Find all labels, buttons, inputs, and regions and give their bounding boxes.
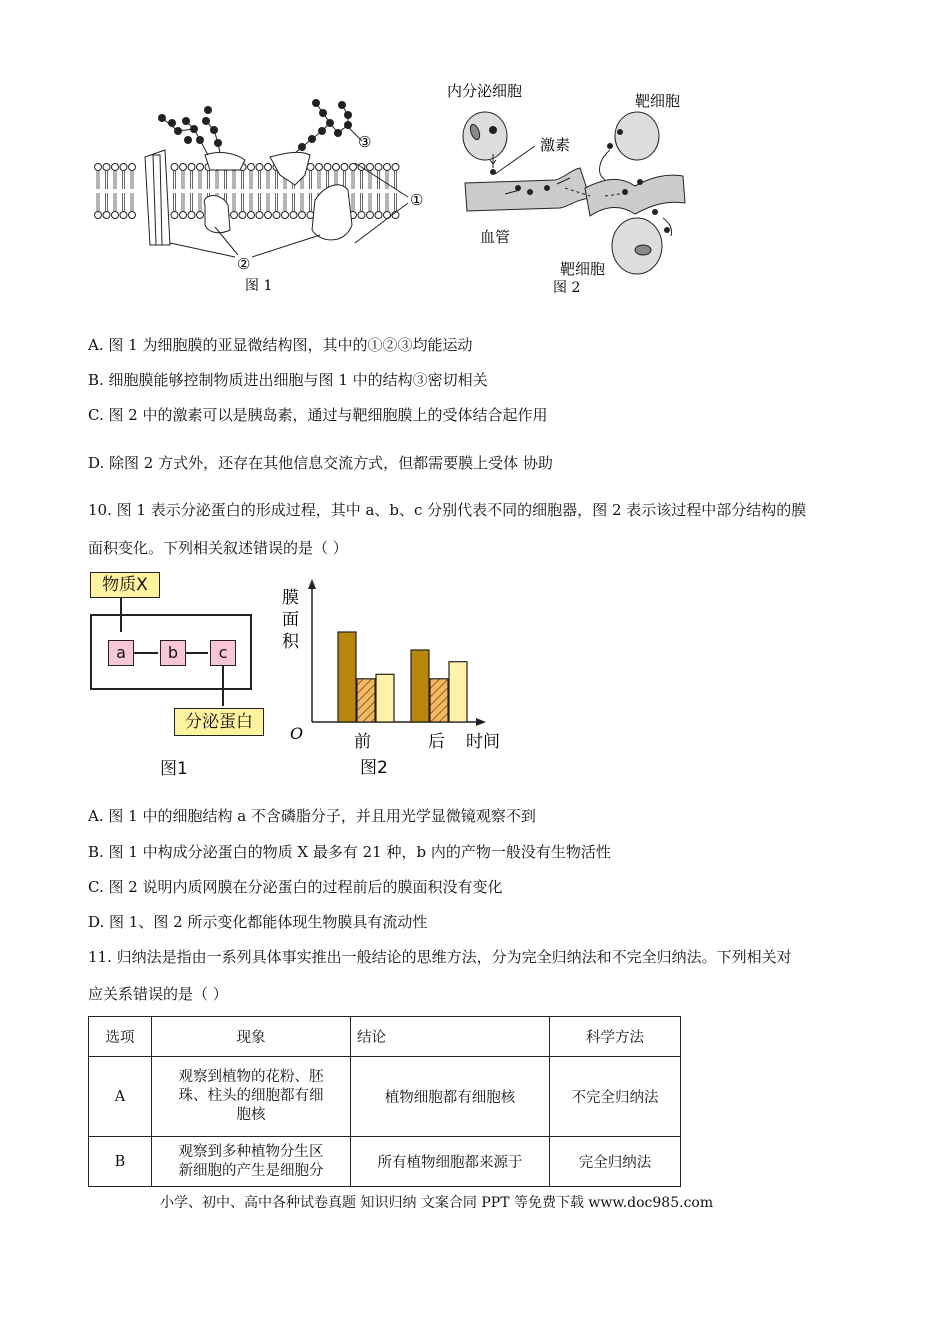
lipid-head — [120, 212, 127, 219]
table-row — [89, 1057, 681, 1137]
target-top-label: 靶细胞 — [635, 92, 681, 110]
q10-option-b: B. 图 1 中构成分泌蛋白的物质 X 最多有 21 种，b 内的产物一般没有生物活性 — [88, 843, 611, 861]
lipid-tail — [123, 193, 125, 211]
fig1-caption: 图 1 — [245, 278, 273, 294]
lipid-head — [367, 164, 374, 171]
q11-table — [88, 1016, 681, 1187]
q9-option-d: D. 除图 2 方式外，还存在其他信息交流方式，但都需要膜上受体 协助 — [88, 454, 553, 472]
lipid-tail — [276, 193, 278, 211]
arrow-a-to-b — [134, 652, 158, 654]
row-b-option: B — [89, 1137, 152, 1187]
lipid-head — [392, 164, 399, 171]
lipid-tail — [199, 193, 201, 211]
q9-option-b: B. 细胞膜能够控制物质进出细胞与图 1 中的结构③密切相关 — [88, 371, 488, 389]
q10-option-d: D. 图 1、图 2 所示变化都能体现生物膜具有流动性 — [88, 913, 428, 931]
row-b-phen-1: 观察到多种植物分生区 — [178, 1143, 324, 1160]
bar-后-2 — [449, 662, 467, 722]
lipid-tail — [174, 171, 176, 189]
organelle-a: a — [108, 640, 134, 666]
lipid-tail — [369, 171, 371, 189]
lipid-tail — [276, 171, 278, 189]
lipid-head — [256, 212, 263, 219]
lipid-tail — [318, 171, 320, 189]
lipid-tail — [378, 193, 380, 211]
lipid-head — [188, 212, 195, 219]
bar-前-1 — [357, 679, 375, 722]
lipid-head — [375, 164, 382, 171]
membrane-figure — [90, 95, 440, 300]
lipid-tail — [301, 193, 303, 211]
x-tick-after: 后 — [428, 732, 445, 752]
lipid-head — [239, 212, 246, 219]
lipid-head — [103, 164, 110, 171]
lipid-head — [129, 164, 136, 171]
lipid-tail — [182, 171, 184, 189]
lipid-tail — [208, 171, 210, 189]
q11-stem-2: 应关系错误的是（ ） — [88, 985, 228, 1003]
q9-option-a: A. 图 1 为细胞膜的亚显微结构图，其中的①②③均能运动 — [88, 336, 473, 354]
lipid-tail — [216, 171, 218, 189]
table-header-row — [89, 1017, 681, 1057]
row-b-phen-2: 新细胞的产生是细胞分 — [178, 1162, 324, 1179]
lipid-head — [248, 164, 255, 171]
lipid-tail — [106, 193, 108, 211]
lipid-head — [324, 164, 331, 171]
row-a-phen-2: 珠、柱头的细胞都有细 — [178, 1088, 324, 1104]
lipid-head — [112, 164, 119, 171]
target-bottom-label: 靶细胞 — [560, 260, 606, 278]
input-box: 物质X — [90, 572, 160, 598]
lipid-head — [350, 164, 357, 171]
lipid-tail — [233, 193, 235, 211]
lipid-tail — [131, 171, 133, 189]
output-box: 分泌蛋白 — [174, 708, 264, 736]
row-a-phen-1: 观察到植物的花粉、胚 — [178, 1069, 324, 1085]
row-b-method: 完全归纳法 — [550, 1137, 681, 1187]
lipid-tail — [97, 171, 99, 189]
lipid-head — [171, 212, 178, 219]
label-1: ① — [410, 191, 424, 209]
ylabel-1: 膜 — [282, 588, 299, 608]
lipid-tail — [114, 193, 116, 211]
lipid-tail — [259, 193, 261, 211]
hormone-figure — [445, 78, 705, 300]
lipid-head — [180, 212, 187, 219]
row-b-phenomenon — [152, 1137, 351, 1187]
x-tick-before: 前 — [354, 732, 371, 752]
organelle-c: c — [210, 640, 236, 666]
lipid-head — [248, 212, 255, 219]
endocrine-label: 内分泌细胞 — [447, 82, 523, 100]
lipid-tail — [395, 193, 397, 211]
lipid-head — [375, 212, 382, 219]
lipid-head — [384, 164, 391, 171]
lipid-tail — [395, 171, 397, 189]
q9-option-c: C. 图 2 中的激素可以是胰岛素，通过与靶细胞膜上的受体结合起作用 — [88, 406, 548, 424]
page-footer: 小学、初中、高中各种试卷真题 知识归纳 文案合同 PPT 等免费下载 www.doc985.com — [160, 1195, 714, 1211]
lipid-tail — [191, 193, 193, 211]
bar-前-0 — [338, 632, 356, 722]
lipid-head — [299, 212, 306, 219]
lipid-head — [256, 164, 263, 171]
lipid-tail — [327, 171, 329, 189]
lipid-tail — [378, 171, 380, 189]
lipid-tail — [369, 193, 371, 211]
bar-前-2 — [376, 674, 394, 722]
ylabel-2: 面 — [282, 610, 299, 630]
q10-stem-2: 面积变化。下列相关叙述错误的是（ ） — [88, 539, 348, 557]
lipid-tail — [386, 171, 388, 189]
lipid-head — [358, 212, 365, 219]
lipid-tail — [182, 193, 184, 211]
lipid-tail — [131, 193, 133, 211]
lipid-head — [197, 164, 204, 171]
lipid-tail — [386, 193, 388, 211]
lipid-tail — [361, 171, 363, 189]
q10-option-a: A. 图 1 中的细胞结构 a 不含磷脂分子，并且用光学显微镜观察不到 — [88, 807, 536, 825]
lipid-tail — [199, 171, 201, 189]
bar-后-1 — [430, 679, 448, 722]
x-axis-label: 时间 — [466, 732, 500, 752]
lipid-tail — [293, 193, 295, 211]
lipid-head — [290, 212, 297, 219]
lipid-tail — [352, 193, 354, 211]
lipid-tail — [267, 193, 269, 211]
q10-fig2-caption: 图2 — [360, 758, 388, 778]
chart-origin: O — [290, 724, 304, 743]
lipid-tail — [123, 171, 125, 189]
lipid-head — [316, 164, 323, 171]
q10-fig1 — [88, 570, 268, 779]
ylabel-3: 积 — [282, 632, 299, 652]
lipid-head — [231, 212, 238, 219]
row-a-phenomenon — [152, 1057, 351, 1137]
q11-stem-1: 11. 归纳法是指由一系列具体事实推出一般结论的思维方法，分为完全归纳法和不完全归纳法。下列相关对 — [88, 948, 792, 966]
lipid-head — [112, 212, 119, 219]
fig2-caption: 图 2 — [553, 280, 581, 296]
lipid-tail — [174, 193, 176, 211]
lipid-tail — [106, 171, 108, 189]
label-2: ② — [237, 255, 251, 273]
lipid-head — [333, 164, 340, 171]
lipid-head — [282, 212, 289, 219]
lipid-head — [180, 164, 187, 171]
lipid-tail — [233, 171, 235, 189]
header-conclusion: 结论 — [351, 1017, 550, 1057]
bar-后-0 — [411, 650, 429, 722]
row-a-conclusion: 植物细胞都有细胞核 — [351, 1057, 550, 1137]
lipid-tail — [225, 171, 227, 189]
lipid-head — [171, 164, 178, 171]
lipid-tail — [361, 193, 363, 211]
arrow-b-to-c — [186, 652, 208, 654]
lipid-tail — [242, 171, 244, 189]
lipid-head — [95, 212, 102, 219]
lipid-tail — [259, 171, 261, 189]
hormone-label: 激素 — [540, 136, 571, 154]
lipid-tail — [242, 193, 244, 211]
organelle-b: b — [160, 640, 186, 666]
row-a-phen-3: 胞核 — [236, 1107, 266, 1123]
label-3: ③ — [358, 133, 372, 151]
lipid-head — [188, 164, 195, 171]
lipid-head — [129, 212, 136, 219]
header-phenomenon: 现象 — [152, 1017, 351, 1057]
q10-chart — [280, 575, 520, 780]
row-a-option: A — [89, 1057, 152, 1137]
lipid-head — [265, 212, 272, 219]
q10-fig1-caption: 图1 — [160, 759, 188, 779]
lipid-head — [273, 212, 280, 219]
lipid-head — [367, 212, 374, 219]
lipid-head — [95, 164, 102, 171]
vessel-label: 血管 — [480, 228, 511, 246]
lipid-head — [197, 212, 204, 219]
lipid-tail — [97, 193, 99, 211]
lipid-tail — [267, 171, 269, 189]
lipid-tail — [310, 171, 312, 189]
table-row — [89, 1137, 681, 1187]
lipid-tail — [310, 193, 312, 211]
row-a-method: 不完全归纳法 — [550, 1057, 681, 1137]
row-b-conclusion: 所有植物细胞都来源于 — [351, 1137, 550, 1187]
lipid-head — [341, 164, 348, 171]
arrow-c-to-output — [222, 666, 224, 706]
lipid-tail — [114, 171, 116, 189]
header-method: 科学方法 — [550, 1017, 681, 1057]
lipid-tail — [250, 193, 252, 211]
lipid-tail — [284, 193, 286, 211]
lipid-tail — [352, 171, 354, 189]
header-option: 选项 — [89, 1017, 152, 1057]
arrow-x-to-a — [120, 598, 122, 632]
lipid-tail — [250, 171, 252, 189]
q10-option-c: C. 图 2 说明内质网膜在分泌蛋白的过程前后的膜面积没有变化 — [88, 878, 503, 896]
lipid-head — [103, 212, 110, 219]
lipid-head — [265, 164, 272, 171]
q10-stem-1: 10. 图 1 表示分泌蛋白的形成过程，其中 a、b、c 分别代表不同的细胞器，图 2 表示该过程中部分结构的膜 — [88, 501, 807, 519]
lipid-tail — [191, 171, 193, 189]
lipid-head — [120, 164, 127, 171]
